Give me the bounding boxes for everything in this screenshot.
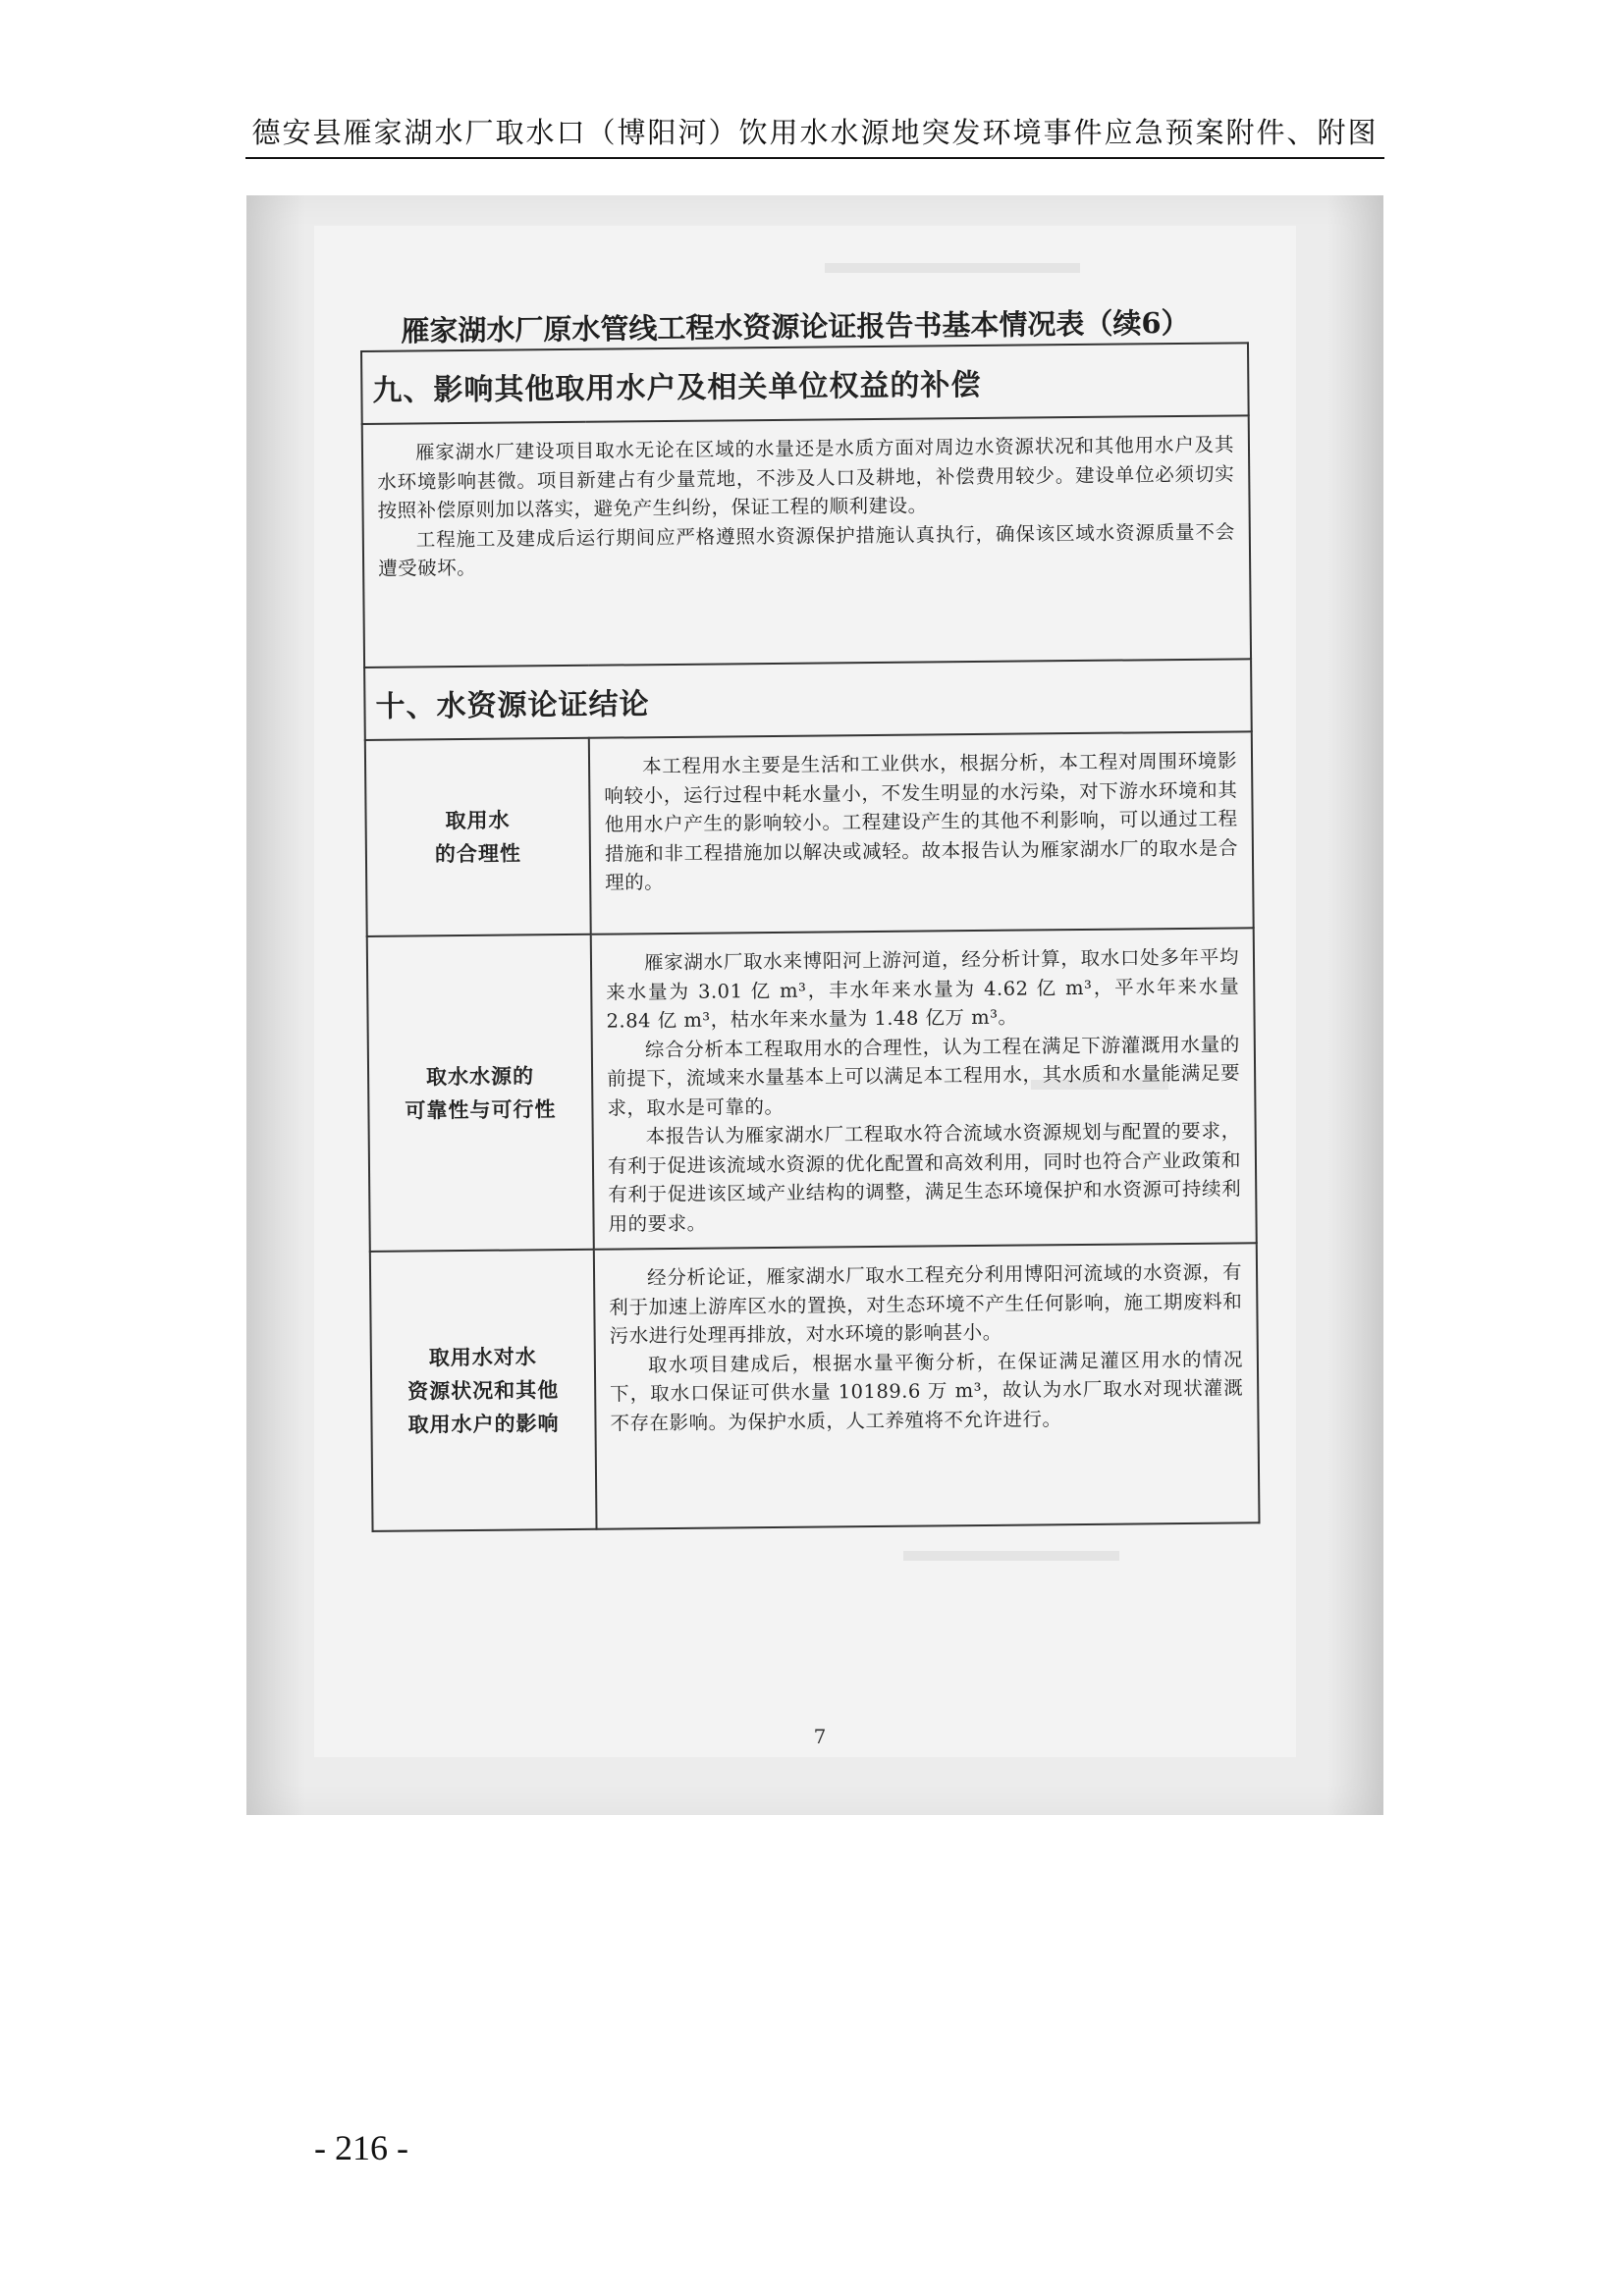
row-label-line: 取水水源的	[425, 1062, 535, 1089]
row-content	[591, 928, 1257, 1249]
scan-shadow-right	[1327, 195, 1383, 1815]
row-content	[589, 731, 1254, 934]
bleed-through-mark	[825, 263, 1080, 273]
row-label-line: 资源状况和其他	[407, 1376, 560, 1404]
row-label-line: 取用水	[445, 807, 511, 833]
row-label-line: 可靠性与可行性	[405, 1095, 557, 1123]
row-label	[370, 1250, 597, 1531]
section9-paragraph: 工程施工及建成后运行期间应严格遵照水资源保护措施认真执行，确保该区域水资源质量不会遭受破坏。	[378, 519, 1235, 580]
section9-heading: 九、影响其他取用水户及相关单位权益的补偿	[361, 343, 1249, 424]
table-row	[367, 928, 1257, 1252]
info-table-wrap	[360, 342, 1258, 1522]
inner-page-number: 7	[813, 1725, 827, 1748]
row-content	[594, 1243, 1260, 1528]
section9-paragraph: 雁家湖水厂建设项目取水无论在区域的水量还是水质方面对周边水资源状况和其他用水户及其水环境影响甚微。项目新建占有少量荒地，不涉及人口及耕地，补偿费用较少。建设单位必须切实按照补偿原则加以落实，避免产生纠纷，保证工程的顺利建设。	[377, 433, 1235, 522]
bleed-through-mark	[903, 1551, 1119, 1561]
row-label-line: 取用水户的影响	[407, 1410, 560, 1437]
row-label	[365, 738, 591, 936]
table-title: 雁家湖水厂原水管线工程水资源论证报告书基本情况表（续6）	[401, 305, 1190, 348]
row-paragraph: 本报告认为雁家湖水厂工程取水符合流域水资源规划与配置的要求，有利于促进该流域水资源的优化配置和高效利用，同时也符合产业政策和有利于促进该区域产业结构的调整，满足生态环境保护和水资源可持续利用的要求。	[607, 1119, 1242, 1236]
table-row	[365, 731, 1254, 936]
info-table	[360, 342, 1261, 1532]
header-rule	[245, 157, 1384, 159]
table-row	[370, 1243, 1260, 1531]
footer-page-number: - 216 -	[314, 2128, 408, 2167]
section10-heading-row	[364, 659, 1252, 740]
section9-body-row	[362, 415, 1251, 667]
row-paragraph: 取水项目建成后，根据水量平衡分析，在保证满足灌区用水的情况下，取水口保证可供水量 10189.6 万 m³，故认为水厂取水对现状灌溉不存在影响。为保护水质，人工养殖将不允许进行。	[610, 1347, 1244, 1435]
row-paragraph: 经分析论证，雁家湖水厂取水工程充分利用博阳河流域的水资源，有利于加速上游库区水的置换，对生态环境不产生任何影响，施工期废料和污水进行处理再排放，对水环境的影响甚小。	[609, 1260, 1243, 1348]
row-label-line: 的合理性	[434, 840, 522, 867]
section10-heading: 十、水资源论证结论	[364, 659, 1252, 740]
row-label-line: 取用水对水	[428, 1343, 537, 1369]
row-paragraph: 雁家湖水厂取水来博阳河上游河道，经分析计算，取水口处多年平均来水量为 3.01 亿 m³，丰水年来水量为 4.62 亿 m³，平水年来水量 2.84 亿 m³，枯水年来水量为 1.48 亿万 m³。	[606, 945, 1240, 1033]
scan-shadow-left	[246, 195, 305, 1815]
row-paragraph: 综合分析本工程取用水的合理性，认为工程在满足下游灌溉用水量的前提下，流域来水量基本上可以满足本工程用水，其水质和水量能满足要求，取水是可靠的。	[607, 1032, 1241, 1120]
row-paragraph: 本工程用水主要是生活和工业供水，根据分析，本工程对周围环境影响较小，运行过程中耗水量小，不发生明显的水污染，对下游水环境和其他用水户产生的影响较小。工程建设产生的其他不利影响，可以通过工程措施和非工程措施加以解决或减轻。故本报告认为雁家湖水厂的取水是合理的。	[604, 749, 1239, 894]
row-label	[367, 934, 594, 1252]
page-header-title: 德安县雁家湖水厂取水口（博阳河）饮用水水源地突发环境事件应急预案附件、附图	[251, 116, 1379, 149]
section9-body	[362, 415, 1251, 667]
section9-heading-row	[361, 343, 1249, 424]
